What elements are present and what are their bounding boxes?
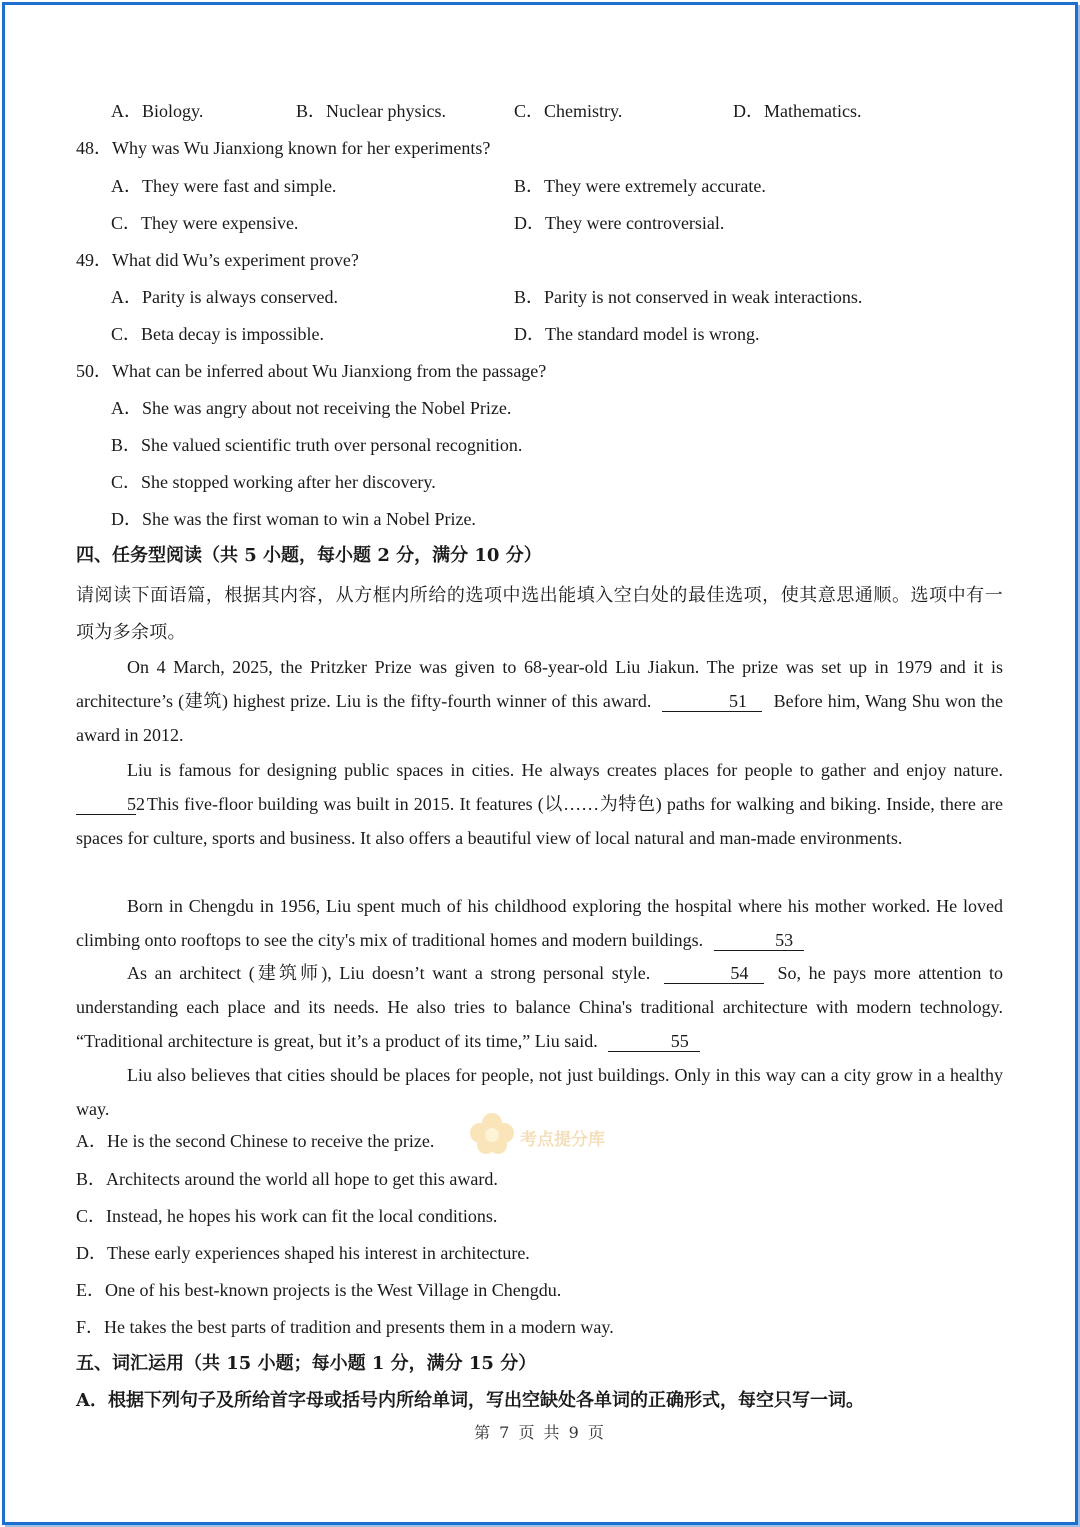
q47-option-b: B．Nuclear physics.: [296, 101, 446, 121]
watermark-logo: [462, 1105, 642, 1165]
answer-option-c: C．Instead, he hopes his work can fit the local conditions.: [76, 1206, 498, 1226]
watermark-text: 考点提分库: [520, 1130, 605, 1150]
section4-instruction: 请阅读下面语篇，根据其内容，从方框内所给的选项中选出能填入空白处的最佳选项，使其意思通顺。选项中有一项为多余项。: [76, 585, 1003, 643]
passage-paragraph-5: Liu also believes that cities should be places for people, not just buildings. Only in this way can a city grow in a healthy way.: [76, 1065, 1003, 1119]
q50-option-b: B．She valued scientific truth over personal recognition.: [111, 435, 523, 455]
q47-option-d: D．Mathematics.: [733, 101, 862, 121]
answer-option-f: F．He takes the best parts of tradition and presents them in a modern way.: [76, 1317, 614, 1337]
flower-icon: [462, 1105, 522, 1165]
blank-52[interactable]: 52: [76, 794, 136, 815]
passage-p4-text-mid: So, he pays more attention to understanding each place and its needs. He also tries to balance China's traditional architecture with modern technology. “Traditional architecture is great, but it’s a product of its time,” Liu said.: [76, 963, 1004, 1051]
passage-p1-text: On 4 March, 2025, the Pritzker Prize was given to 68-year-old Liu Jiakun. The prize was set up in 1979 and it is architecture’s (建筑) highest prize. Liu is the fifty-fourth winner of this award.: [76, 657, 1003, 711]
passage-paragraph-1: [76, 650, 1003, 752]
q47-option-a: A．Biology.: [111, 101, 204, 121]
section4-heading: 四、任务型阅读（共 5 小题，每小题 2 分，满分 10 分）: [76, 545, 542, 566]
answer-option-d: D．These early experiences shaped his interest in architecture.: [76, 1243, 530, 1263]
passage-p3-text: Born in Chengdu in 1956, Liu spent much of his childhood exploring the hospital where his mother worked. He loved climbing onto rooftops to see the city's mix of traditional homes and modern buildings.: [76, 896, 1003, 950]
q48-option-d: D．They were controversial.: [514, 213, 725, 233]
answer-option-b: B．Architects around the world all hope to get this award.: [76, 1169, 498, 1189]
blank-53[interactable]: 53: [714, 930, 804, 951]
q50-option-d: D．She was the first woman to win a Nobel Prize.: [111, 509, 476, 529]
passage-paragraph-2: [76, 753, 1003, 855]
blank-55[interactable]: 55: [608, 1031, 700, 1052]
q48-option-b: B．They were extremely accurate.: [514, 176, 766, 196]
q49-option-b: B．Parity is not conserved in weak interactions.: [514, 287, 863, 307]
section5-heading: 五、词汇运用（共 15 小题；每小题 1 分，满分 15 分）: [76, 1353, 537, 1374]
q48-stem: 48．Why was Wu Jianxiong known for her experiments?: [76, 138, 491, 158]
passage-p1-text-end: Before him, Wang Shu won the award in 2012.: [76, 691, 1004, 745]
blank-54[interactable]: 54: [664, 963, 764, 984]
q47-option-c: C．Chemistry.: [514, 101, 623, 121]
q50-option-c: C．She stopped working after her discovery.: [111, 472, 436, 492]
passage-p2-text: Liu is famous for designing public spaces in cities. He always creates places for people to gather and enjoy nature.: [127, 760, 1003, 780]
q50-option-a: A．She was angry about not receiving the Nobel Prize.: [111, 398, 512, 418]
q48-option-a: A．They were fast and simple.: [111, 176, 337, 196]
q49-stem: 49．What did Wu’s experiment prove?: [76, 250, 359, 270]
section5-part-a: A．根据下列句子及所给首字母或括号内所给单词，写出空缺处各单词的正确形式，每空只写一词。: [76, 1390, 864, 1411]
page-footer: 第 7 页 共 9 页: [474, 1423, 606, 1442]
q49-option-c: C．Beta decay is impossible.: [111, 324, 324, 344]
q48-option-c: C．They were expensive.: [111, 213, 299, 233]
passage-paragraph-4: [76, 956, 1003, 1058]
passage-p2-text-end: This five-floor building was built in 2015. It features (以……为特色) paths for walking and biking. Inside, there are spaces for culture, sports and business. It also offers a beautiful view of local natural and man-made environments.: [76, 794, 1003, 848]
q50-stem: 50．What can be inferred about Wu Jianxiong from the passage?: [76, 361, 547, 381]
q49-option-d: D．The standard model is wrong.: [514, 324, 760, 344]
q49-option-a: A．Parity is always conserved.: [111, 287, 338, 307]
passage-paragraph-3: [76, 889, 1003, 957]
answer-option-a: A．He is the second Chinese to receive the prize.: [76, 1131, 435, 1151]
blank-51[interactable]: 51: [662, 691, 762, 712]
passage-p4-text: As an architect (建筑师), Liu doesn’t want a strong personal style.: [127, 963, 651, 983]
answer-option-e: E．One of his best-known projects is the West Village in Chengdu.: [76, 1280, 562, 1300]
